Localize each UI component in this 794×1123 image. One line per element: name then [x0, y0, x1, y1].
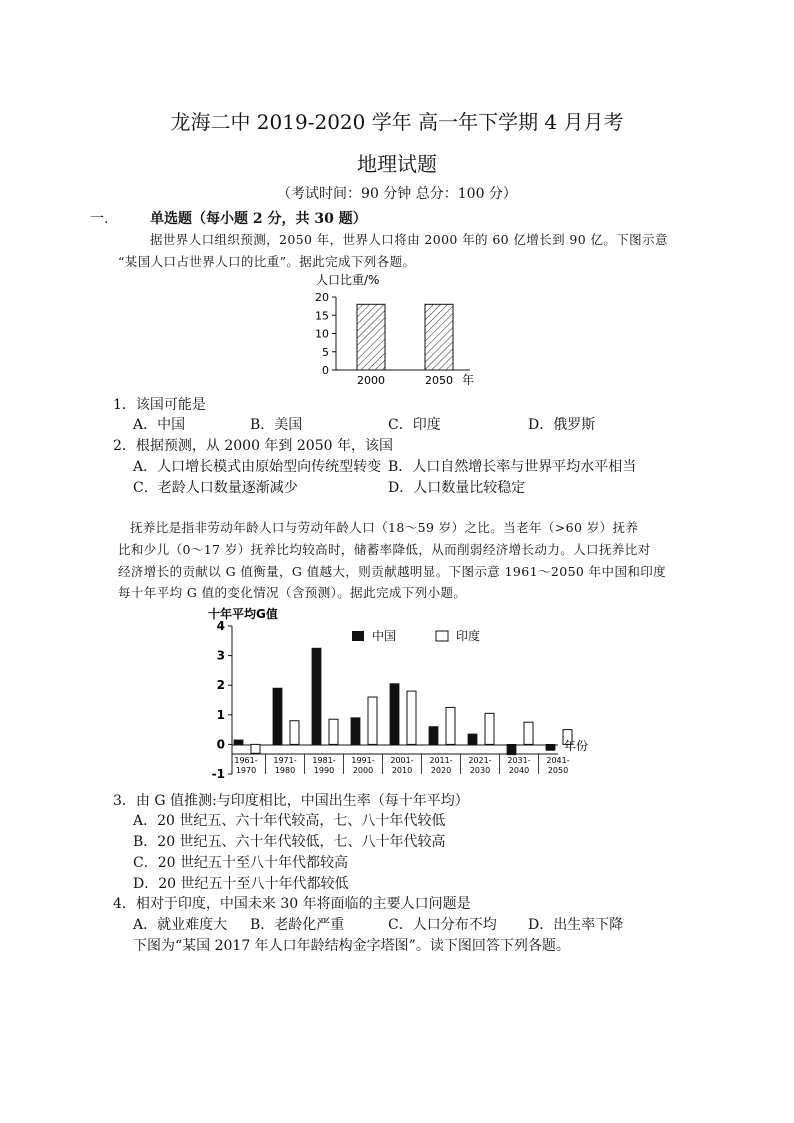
- section-heading: [0, 208, 794, 228]
- q1-option-b: B．美国: [250, 417, 303, 433]
- chart2-category-label-bottom: 2040: [508, 766, 530, 775]
- chart2-category-label-bottom: 2010: [391, 766, 413, 775]
- intro1-line2: “某国人口占世界人口的比重”。据此完成下列各题。: [118, 254, 416, 269]
- chart2-category-label-bottom: 2020: [430, 766, 452, 775]
- china-bar: [312, 648, 321, 744]
- chart2-category-label-top: 1971-: [273, 756, 297, 765]
- chart2-category-label-top: 2001-: [390, 756, 414, 765]
- chart2-xunit: 年份: [564, 739, 589, 753]
- chart2-category-label-top: 1991-: [351, 756, 375, 765]
- chart2-category-label-top: 1981-: [312, 756, 336, 765]
- china-bar: [429, 727, 438, 745]
- chart2-category-label-bottom: 2030: [469, 766, 491, 775]
- q4-option-a: A．就业难度大: [133, 917, 228, 933]
- q1-option-d: D．俄罗斯: [528, 417, 596, 433]
- q1-option-c: C．印度: [388, 417, 441, 433]
- chart1-tick-label: 0: [322, 364, 329, 377]
- q3-option-d: D．20 世纪五十至八十年代都较低: [133, 876, 349, 892]
- q4-stem: 4．相对于印度，中国未来 30 年将面临的主要人口问题是: [113, 896, 471, 912]
- q2-option-a: A．人口增长模式由原始型向传统型转变: [133, 459, 382, 475]
- chart2-category-label-top: 2031-: [507, 756, 531, 765]
- chart2-tick-label: 3: [216, 648, 225, 663]
- chart1-tick-label: 10: [315, 327, 329, 341]
- chart2-category-label-bottom: 1980: [274, 766, 296, 775]
- intro3: 下图为“某国 2017 年人口年龄结构金字塔图”。读下图回答下列各题。: [133, 938, 570, 954]
- india-bar: [329, 719, 338, 744]
- chart2-category-label-bottom: 2050: [547, 766, 569, 775]
- exam-subject: 地理试题: [357, 152, 437, 176]
- chart1-xunit: 年: [462, 373, 475, 387]
- chart1-bar: [357, 304, 385, 370]
- chart2-category-label-bottom: 2000: [352, 766, 374, 775]
- legend-china-label: 中国: [372, 629, 397, 643]
- chart2-category-label-top: 2041-: [546, 756, 570, 765]
- section-number: 一.: [90, 211, 109, 227]
- intro2-line3: 经济增长的贡献以 G 值衡量，G 值越大，则贡献越明显。下图示意 1961～2050 年中国和印度: [118, 564, 667, 579]
- chart1-ylabel: 人口比重/%: [316, 273, 380, 287]
- q3-option-a: A．20 世纪五、六十年代较高，七、八十年代较低: [133, 813, 446, 829]
- section-title: 单选题（每小题 2 分，共 30 题）: [150, 211, 367, 227]
- chart2-category-label-bottom: 1970: [235, 766, 257, 775]
- q3-option-b: B．20 世纪五、六十年代较低，七、八十年代较高: [133, 834, 446, 850]
- chart1-category-label: 2050: [425, 374, 453, 387]
- q2-stem: 2．根据预测，从 2000 年到 2050 年，该国: [113, 438, 393, 454]
- q3-stem: 3．由 G 值推测:与印度相比，中国出生率（每十年平均）: [113, 793, 469, 809]
- china-bar: [468, 734, 477, 744]
- india-bar: [251, 744, 260, 753]
- intro2-line4: 每十年平均 G 值的变化情况（含预测）。据此完成下列小题。: [118, 585, 467, 600]
- q2-option-b: B．人口自然增长率与世界平均水平相当: [388, 459, 637, 475]
- chart2-category-label-top: 1961-: [234, 756, 258, 765]
- chart1-tick-label: 20: [315, 291, 329, 304]
- china-bar: [507, 744, 516, 754]
- chart2-tick-label: 4: [216, 619, 225, 633]
- india-bar: [446, 707, 455, 744]
- legend-china-swatch: [352, 631, 364, 641]
- india-bar: [290, 721, 299, 745]
- india-bar: [368, 697, 377, 744]
- legend-india-label: 印度: [456, 629, 481, 643]
- chart2-ylabel: 十年平均G值: [208, 607, 278, 621]
- chart2-tick-label: 0: [216, 737, 225, 752]
- chart2-tick-label: -1: [211, 767, 225, 781]
- china-bar: [273, 688, 282, 744]
- india-bar: [407, 691, 416, 744]
- q2-option-c: C．老龄人口数量逐渐减少: [133, 480, 298, 496]
- chart2-tick-label: 1: [216, 707, 225, 722]
- g-value-chart: [196, 602, 626, 782]
- china-bar: [351, 718, 360, 745]
- chart2-tick-label: 2: [216, 678, 225, 693]
- population-share-chart: [310, 272, 500, 392]
- q4-option-b: B．老龄化严重: [250, 917, 345, 933]
- q1-option-a: A．中国: [133, 417, 186, 433]
- q4-option-d: D．出生率下降: [528, 917, 624, 933]
- q4-option-c: C．人口分布不均: [388, 917, 497, 933]
- legend-india-swatch: [436, 631, 448, 641]
- india-bar: [524, 722, 533, 744]
- q3-option-c: C．20 世纪五十至八十年代都较高: [133, 855, 348, 871]
- chart2-category-label-top: 2021-: [468, 756, 492, 765]
- q2-option-d: D．人口数量比较稳定: [388, 480, 526, 496]
- india-bar: [485, 713, 494, 744]
- exam-title: 龙海二中 2019-2020 学年 高一年下学期 4 月月考: [170, 110, 624, 134]
- china-bar: [234, 740, 243, 744]
- china-bar: [546, 744, 555, 750]
- intro2-line2: 比和少儿（0～17 岁）抚养比均较高时，储蓄率降低，从而削弱经济增长动力。人口抚养比对: [118, 542, 651, 557]
- q1-stem: 1．该国可能是: [113, 397, 206, 413]
- chart2-category-label-bottom: 1990: [313, 766, 335, 775]
- intro2-line1: 抚养比是指非劳动年龄人口与劳动年龄人口（18～59 岁）之比。当老年（>60 岁）抚养: [130, 520, 639, 535]
- chart1-bar: [425, 304, 453, 370]
- china-bar: [390, 684, 399, 745]
- chart2-category-label-top: 2011-: [429, 756, 453, 765]
- chart1-category-label: 2000: [357, 374, 385, 387]
- chart1-tick-label: 15: [315, 309, 329, 323]
- intro1-line1: 据世界人口组织预测，2050 年，世界人口将由 2000 年的 60 亿增长到 90 亿。下图示意: [150, 232, 668, 247]
- exam-info: （考试时间：90 分钟 总分：100 分）: [277, 186, 517, 202]
- chart1-tick-label: 5: [322, 345, 329, 359]
